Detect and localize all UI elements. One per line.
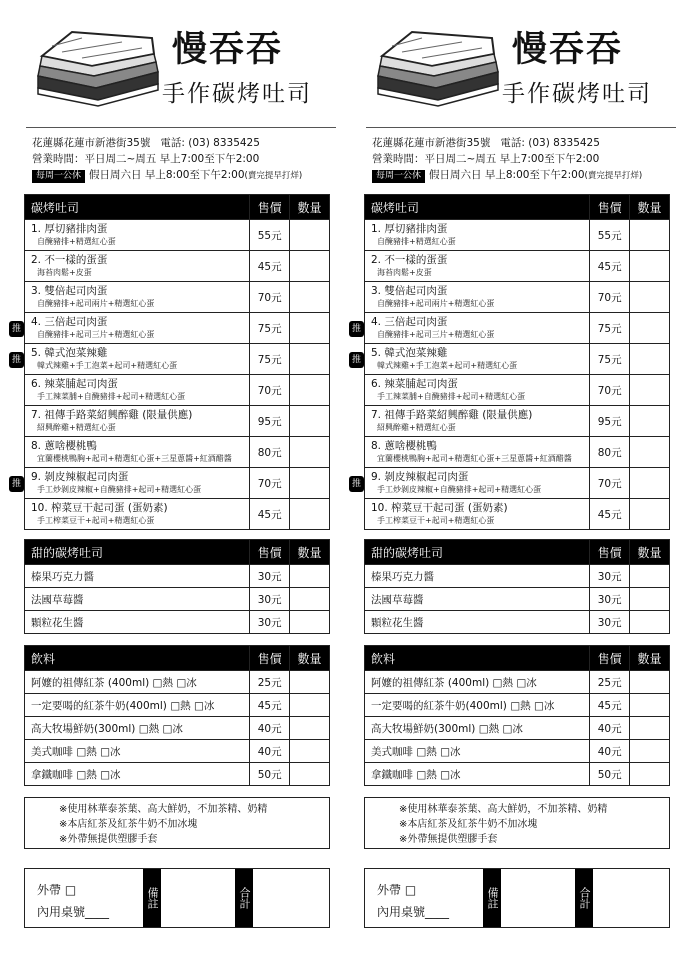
quantity-cell[interactable] — [630, 740, 670, 763]
item-name: 9. 剝皮辣椒起司肉蛋 — [31, 471, 129, 483]
item-name: 一定要喝的紅茶牛奶(400ml) □熱 □冰 — [25, 694, 250, 717]
recommend-badge: 推 — [9, 476, 24, 492]
item-price: 30元 — [590, 565, 630, 588]
section-title: 甜的碳烤吐司 — [25, 540, 250, 565]
item-name: 4. 三倍起司肉蛋 — [31, 316, 108, 328]
item-price: 80元 — [250, 437, 290, 468]
quantity-cell[interactable] — [290, 220, 330, 251]
menu-item-row — [25, 468, 330, 499]
note-line: ※外帶無提供塑膠手套 — [59, 834, 158, 845]
menu-item-row — [25, 588, 330, 611]
shop-info — [32, 135, 302, 183]
item-price: 70元 — [590, 282, 630, 313]
item-price: 30元 — [250, 588, 290, 611]
item-name: 8. 蔥啥櫻桃鴨 — [371, 440, 437, 452]
menu-item-row — [365, 468, 670, 499]
item-price: 25元 — [590, 671, 630, 694]
menu-item-row — [365, 344, 670, 375]
brand-subtitle: 手作碳烤吐司 — [502, 81, 652, 107]
item-description: 韓式辣雞+手工泡菜+起司+精選紅心蛋 — [377, 361, 518, 370]
item-price: 95元 — [590, 406, 630, 437]
price-header: 售價 — [250, 540, 290, 565]
qty-header: 數量 — [290, 195, 330, 220]
item-cell — [25, 406, 250, 437]
item-price: 40元 — [250, 740, 290, 763]
item-price: 75元 — [250, 344, 290, 375]
item-name: 1. 厚切豬排肉蛋 — [31, 223, 108, 235]
quantity-cell[interactable] — [290, 499, 330, 530]
item-name: 法國草莓醬 — [365, 588, 590, 611]
weekend-hours-note: (賣完提早打烊) — [244, 171, 303, 181]
quantity-cell[interactable] — [290, 671, 330, 694]
menu-item-row — [25, 717, 330, 740]
item-description: 自醃豬排+精選紅心蛋 — [37, 237, 116, 246]
menu-item-row — [365, 251, 670, 282]
menu-item-row — [365, 313, 670, 344]
item-price: 75元 — [590, 344, 630, 375]
quantity-cell[interactable] — [290, 694, 330, 717]
recommend-badge: 推 — [349, 476, 364, 492]
menu-item-row — [365, 740, 670, 763]
address: 花蓮縣花蓮市新港街35號 — [372, 137, 491, 149]
item-description: 手工辣菜脯+自醃豬排+起司+精選紅心蛋 — [37, 392, 186, 401]
sheet-header — [22, 0, 332, 120]
menu-item-row — [25, 611, 330, 634]
menu-item-row — [365, 671, 670, 694]
note-line: ※外帶無提供塑膠手套 — [399, 834, 498, 845]
item-price: 70元 — [250, 282, 290, 313]
item-cell — [11, 313, 250, 344]
menu-item-row — [25, 251, 330, 282]
brand-subtitle: 手作碳烤吐司 — [162, 81, 312, 107]
item-price: 70元 — [590, 375, 630, 406]
item-name: 8. 蔥啥櫻桃鴨 — [31, 440, 97, 452]
brand-name: 慢吞吞 — [172, 29, 284, 70]
quantity-cell[interactable] — [290, 565, 330, 588]
item-price: 45元 — [590, 694, 630, 717]
item-description: 手工辣菜脯+自醃豬排+起司+精選紅心蛋 — [377, 392, 526, 401]
quantity-cell[interactable] — [290, 282, 330, 313]
item-description: 海苔肉鬆+皮蛋 — [37, 268, 92, 277]
item-price: 75元 — [250, 313, 290, 344]
item-price: 30元 — [590, 588, 630, 611]
menu-item-row — [25, 406, 330, 437]
brand-name: 慢吞吞 — [512, 29, 624, 70]
price-header: 售價 — [250, 646, 290, 671]
takeout-checkbox[interactable]: 外帶 □ — [377, 883, 417, 897]
menu-item-row — [365, 588, 670, 611]
menu-item-row — [365, 717, 670, 740]
order-sheet — [351, 0, 672, 960]
menu-item-row — [365, 694, 670, 717]
sandwich-logo-icon — [32, 26, 160, 108]
item-name: 3. 雙倍起司肉蛋 — [371, 285, 448, 297]
item-description: 手工榨菜豆干+起司+精選紅心蛋 — [377, 516, 495, 525]
item-price: 30元 — [590, 611, 630, 634]
weekend-hours: 假日周六日 早上8:00至下午2:00 — [429, 169, 585, 181]
divider — [26, 127, 336, 128]
menu-item-row — [25, 282, 330, 313]
item-name: 法國草莓醬 — [25, 588, 250, 611]
item-name: 美式咖啡 □熱 □冰 — [25, 740, 250, 763]
quantity-cell[interactable] — [630, 344, 670, 375]
item-description: 紹興醉雞+精選紅心蛋 — [37, 423, 116, 432]
item-description: 海苔肉鬆+皮蛋 — [377, 268, 432, 277]
menu-item-row — [25, 694, 330, 717]
item-description: 自醃豬排+精選紅心蛋 — [377, 237, 456, 246]
section-title: 飲料 — [25, 646, 250, 671]
total-label: 合計 — [235, 869, 253, 927]
menu-item-row — [25, 437, 330, 468]
menu-item-row — [25, 565, 330, 588]
quantity-cell[interactable] — [290, 588, 330, 611]
item-price: 45元 — [250, 251, 290, 282]
quantity-cell[interactable] — [290, 344, 330, 375]
qty-header: 數量 — [630, 540, 670, 565]
weekend-hours: 假日周六日 早上8:00至下午2:00 — [89, 169, 245, 181]
item-description: 自醃豬排+起司兩片+精選紅心蛋 — [377, 299, 495, 308]
quantity-cell[interactable] — [290, 468, 330, 499]
item-cell — [365, 251, 590, 282]
item-price: 55元 — [590, 220, 630, 251]
shop-info — [372, 135, 642, 183]
table-number-field[interactable]: 內用桌號____ — [377, 905, 450, 919]
quantity-cell[interactable] — [630, 588, 670, 611]
note-line: ※使用林華泰茶葉、高大鮮奶，不加茶精、奶精 — [59, 804, 268, 815]
item-description: 手工榨菜豆干+起司+精選紅心蛋 — [37, 516, 155, 525]
item-description: 韓式辣雞+手工泡菜+起司+精選紅心蛋 — [37, 361, 178, 370]
item-description: 自醃豬排+起司三片+精選紅心蛋 — [377, 330, 495, 339]
price-header: 售價 — [590, 646, 630, 671]
toast-menu-table — [351, 194, 670, 530]
menu-item-row — [365, 220, 670, 251]
item-price: 45元 — [590, 251, 630, 282]
quantity-cell[interactable] — [290, 375, 330, 406]
qty-header: 數量 — [290, 646, 330, 671]
menu-item-row — [365, 406, 670, 437]
menu-item-row — [25, 313, 330, 344]
note-line: ※本店紅茶及紅茶牛奶不加冰塊 — [399, 819, 538, 830]
order-sheet — [11, 0, 332, 960]
item-price: 30元 — [250, 611, 290, 634]
quantity-cell[interactable] — [630, 406, 670, 437]
item-name: 9. 剝皮辣椒起司肉蛋 — [371, 471, 469, 483]
table-number-field[interactable]: 內用桌號____ — [37, 905, 110, 919]
item-price: 40元 — [590, 740, 630, 763]
recommend-badge: 推 — [9, 321, 24, 337]
item-description: 手工炒剝皮辣椒+自醃豬排+起司+精選紅心蛋 — [377, 485, 542, 494]
quantity-cell[interactable] — [630, 611, 670, 634]
item-price: 70元 — [250, 375, 290, 406]
quantity-cell[interactable] — [290, 313, 330, 344]
item-name: 顆粒花生醬 — [365, 611, 590, 634]
qty-header: 數量 — [630, 195, 670, 220]
section-title: 甜的碳烤吐司 — [365, 540, 590, 565]
drinks-menu-table — [364, 645, 670, 786]
quantity-cell[interactable] — [290, 437, 330, 468]
item-cell — [11, 468, 250, 499]
menu-item-row — [25, 740, 330, 763]
item-cell — [25, 375, 250, 406]
quantity-cell[interactable] — [290, 717, 330, 740]
note-line: ※本店紅茶及紅茶牛奶不加冰塊 — [59, 819, 198, 830]
item-price: 25元 — [250, 671, 290, 694]
remark-label: 備註 — [483, 869, 501, 927]
quantity-cell[interactable] — [630, 282, 670, 313]
item-name: 1. 厚切豬排肉蛋 — [371, 223, 448, 235]
item-name: 7. 祖傳手路菜紹興醉雞 (限量供應) — [371, 409, 533, 421]
menu-item-row — [25, 220, 330, 251]
item-name: 3. 雙倍起司肉蛋 — [31, 285, 108, 297]
item-name: 4. 三倍起司肉蛋 — [371, 316, 448, 328]
weekday-hours: 營業時間：平日周二~周五 早上7:00至下午2:00 — [372, 153, 600, 165]
item-description: 手工炒剝皮辣椒+自醃豬排+起司+精選紅心蛋 — [37, 485, 202, 494]
takeout-checkbox[interactable]: 外帶 □ — [37, 883, 77, 897]
item-description: 自醃豬排+起司兩片+精選紅心蛋 — [37, 299, 155, 308]
item-price: 50元 — [250, 763, 290, 786]
total-label: 合計 — [575, 869, 593, 927]
item-price: 45元 — [250, 499, 290, 530]
price-header: 售價 — [250, 195, 290, 220]
item-price: 75元 — [590, 313, 630, 344]
remark-label: 備註 — [143, 869, 161, 927]
item-name: 10. 榨菜豆干起司蛋 (蛋奶素) — [371, 502, 508, 514]
address: 花蓮縣花蓮市新港街35號 — [32, 137, 151, 149]
item-name: 榛果巧克力醬 — [365, 565, 590, 588]
item-name: 5. 韓式泡菜辣雞 — [371, 347, 448, 359]
item-name: 5. 韓式泡菜辣雞 — [31, 347, 108, 359]
quantity-cell[interactable] — [630, 671, 670, 694]
item-cell — [351, 344, 590, 375]
item-price: 40元 — [250, 717, 290, 740]
item-name: 拿鐵咖啡 □熱 □冰 — [365, 763, 590, 786]
quantity-cell[interactable] — [630, 565, 670, 588]
item-description: 宜蘭櫻桃鴨胸+起司+精選紅心蛋+三星蔥醬+紅酒醋醬 — [377, 454, 572, 463]
quantity-cell[interactable] — [630, 717, 670, 740]
item-cell — [11, 344, 250, 375]
menu-item-row — [25, 375, 330, 406]
item-name: 美式咖啡 □熱 □冰 — [365, 740, 590, 763]
price-header: 售價 — [590, 195, 630, 220]
closed-day-tag: 每周一公休 — [32, 170, 85, 183]
item-name: 6. 辣菜脯起司肉蛋 — [31, 378, 118, 390]
item-cell — [25, 251, 250, 282]
weekend-hours-note: (賣完提早打烊) — [584, 171, 643, 181]
menu-item-row — [25, 671, 330, 694]
phone: 電話: (03) 8335425 — [160, 137, 260, 149]
sweet-menu-table — [24, 539, 330, 634]
menu-item-row — [365, 437, 670, 468]
item-name: 榛果巧克力醬 — [25, 565, 250, 588]
item-name: 阿嬤的祖傳紅茶 (400ml) □熱 □冰 — [365, 671, 590, 694]
notes-box — [24, 797, 330, 849]
weekday-hours: 營業時間：平日周二~周五 早上7:00至下午2:00 — [32, 153, 260, 165]
item-cell — [25, 437, 250, 468]
price-header: 售價 — [590, 540, 630, 565]
qty-header: 數量 — [290, 540, 330, 565]
qty-header: 數量 — [630, 646, 670, 671]
item-cell — [365, 437, 590, 468]
item-name: 高大牧場鮮奶(300ml) □熱 □冰 — [25, 717, 250, 740]
sheet-header — [362, 0, 672, 120]
item-cell — [365, 499, 590, 530]
recommend-badge: 推 — [349, 321, 364, 337]
item-description: 宜蘭櫻桃鴨胸+起司+精選紅心蛋+三星蔥醬+紅酒醋醬 — [37, 454, 232, 463]
item-price: 50元 — [590, 763, 630, 786]
quantity-cell[interactable] — [630, 313, 670, 344]
item-cell — [351, 468, 590, 499]
item-cell — [365, 375, 590, 406]
item-cell — [351, 313, 590, 344]
closed-day-tag: 每周一公休 — [372, 170, 425, 183]
menu-item-row — [365, 375, 670, 406]
menu-item-row — [25, 763, 330, 786]
item-price: 40元 — [590, 717, 630, 740]
phone: 電話: (03) 8335425 — [500, 137, 600, 149]
item-price: 45元 — [590, 499, 630, 530]
divider — [366, 127, 676, 128]
item-name: 6. 辣菜脯起司肉蛋 — [371, 378, 458, 390]
item-cell — [25, 220, 250, 251]
menu-item-row — [365, 611, 670, 634]
item-description: 紹興醉雞+精選紅心蛋 — [377, 423, 456, 432]
quantity-cell[interactable] — [290, 611, 330, 634]
quantity-cell[interactable] — [630, 375, 670, 406]
sandwich-logo-icon — [372, 26, 500, 108]
item-name: 7. 祖傳手路菜紹興醉雞 (限量供應) — [31, 409, 193, 421]
item-price: 70元 — [590, 468, 630, 499]
item-price: 70元 — [250, 468, 290, 499]
quantity-cell[interactable] — [630, 437, 670, 468]
order-footer — [24, 868, 330, 928]
quantity-cell[interactable] — [630, 251, 670, 282]
item-name: 拿鐵咖啡 □熱 □冰 — [25, 763, 250, 786]
item-name: 10. 榨菜豆干起司蛋 (蛋奶素) — [31, 502, 168, 514]
item-cell — [365, 220, 590, 251]
quantity-cell[interactable] — [630, 220, 670, 251]
menu-item-row — [365, 565, 670, 588]
toast-menu-table — [11, 194, 330, 530]
notes-box — [364, 797, 670, 849]
menu-item-row — [365, 499, 670, 530]
quantity-cell[interactable] — [630, 694, 670, 717]
item-name: 顆粒花生醬 — [25, 611, 250, 634]
quantity-cell[interactable] — [290, 763, 330, 786]
item-price: 95元 — [250, 406, 290, 437]
quantity-cell[interactable] — [630, 468, 670, 499]
menu-item-row — [365, 282, 670, 313]
quantity-cell[interactable] — [290, 251, 330, 282]
item-name: 一定要喝的紅茶牛奶(400ml) □熱 □冰 — [365, 694, 590, 717]
item-price: 55元 — [250, 220, 290, 251]
menu-item-row — [365, 763, 670, 786]
recommend-badge: 推 — [9, 352, 24, 368]
drinks-menu-table — [24, 645, 330, 786]
quantity-cell[interactable] — [290, 740, 330, 763]
item-price: 30元 — [250, 565, 290, 588]
item-cell — [25, 499, 250, 530]
quantity-cell[interactable] — [290, 406, 330, 437]
item-cell — [365, 282, 590, 313]
item-price: 80元 — [590, 437, 630, 468]
section-title: 碳烤吐司 — [365, 195, 590, 220]
item-name: 2. 不一樣的蛋蛋 — [31, 254, 108, 266]
item-name: 阿嬤的祖傳紅茶 (400ml) □熱 □冰 — [25, 671, 250, 694]
section-title: 碳烤吐司 — [25, 195, 250, 220]
quantity-cell[interactable] — [630, 499, 670, 530]
item-cell — [25, 282, 250, 313]
recommend-badge: 推 — [349, 352, 364, 368]
item-description: 自醃豬排+起司三片+精選紅心蛋 — [37, 330, 155, 339]
sweet-menu-table — [364, 539, 670, 634]
menu-item-row — [25, 344, 330, 375]
item-price: 45元 — [250, 694, 290, 717]
item-name: 2. 不一樣的蛋蛋 — [371, 254, 448, 266]
order-footer — [364, 868, 670, 928]
section-title: 飲料 — [365, 646, 590, 671]
note-line: ※使用林華泰茶葉、高大鮮奶，不加茶精、奶精 — [399, 804, 608, 815]
quantity-cell[interactable] — [630, 763, 670, 786]
item-name: 高大牧場鮮奶(300ml) □熱 □冰 — [365, 717, 590, 740]
item-cell — [365, 406, 590, 437]
menu-item-row — [25, 499, 330, 530]
